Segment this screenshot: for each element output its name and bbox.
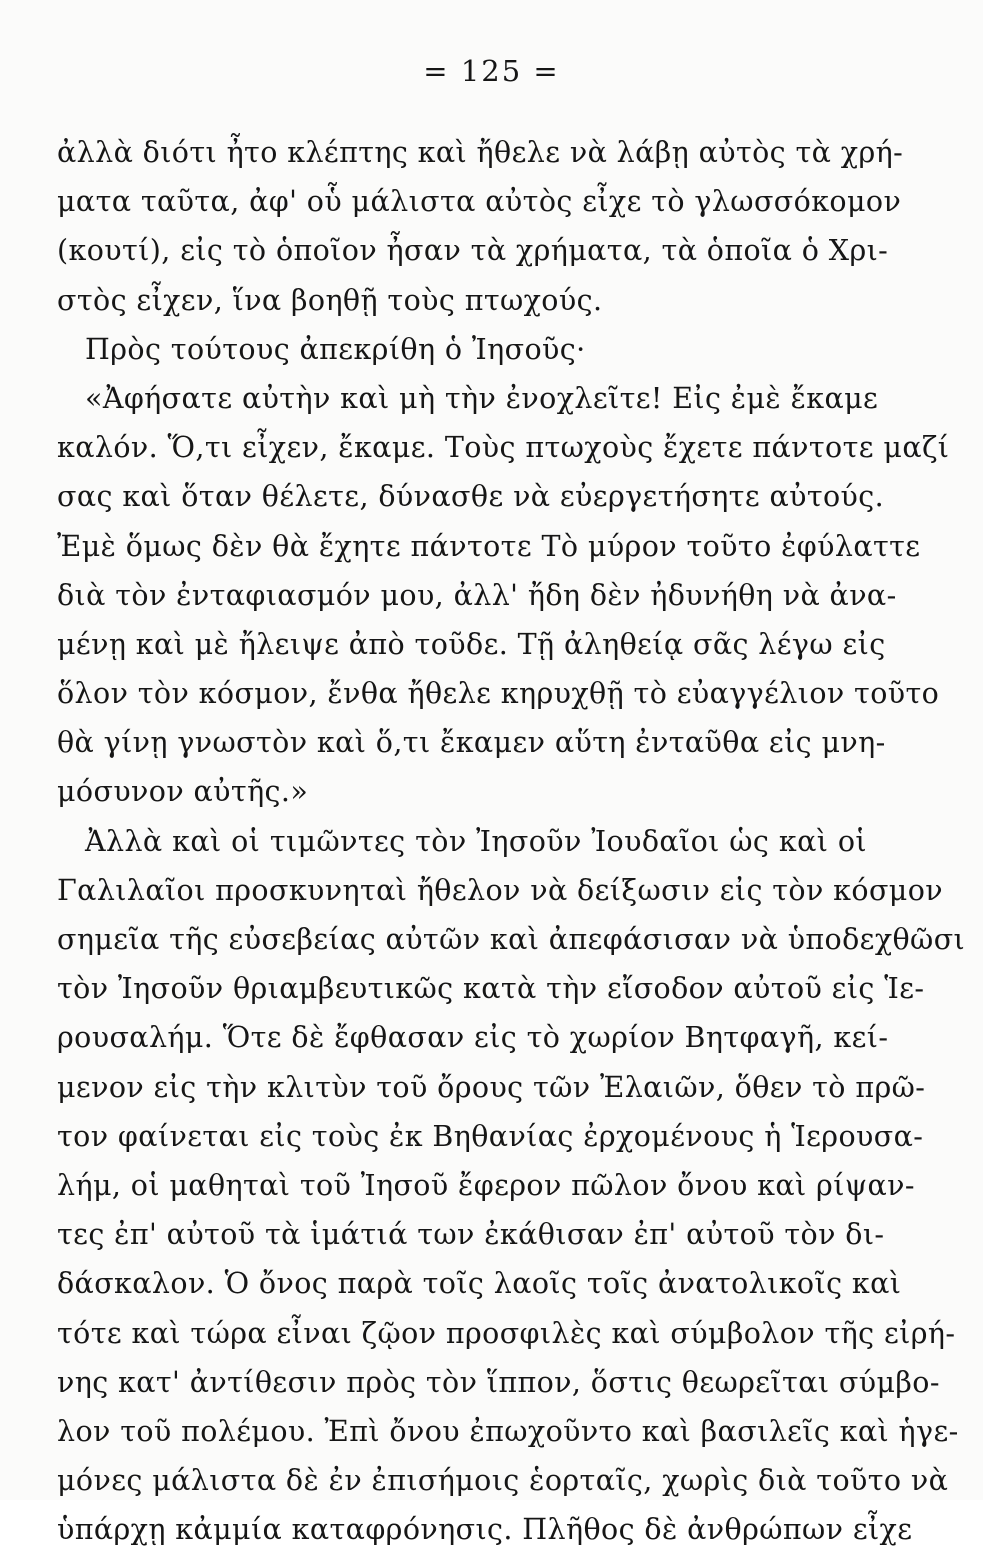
text-line: ματα ταῦτα, ἀφ' οὗ μάλιστα αὐτὸς εἶχε τὸ γλωσσόκομον (57, 185, 902, 219)
text-line: ὅλον τὸν κόσμον, ἔνθα ἤθελε κηρυχθῇ τὸ εὐαγγέλιον τοῦτο (57, 677, 940, 711)
text-line: μόνες μάλιστα δὲ ἐν ἐπισήμοις ἑορταῖς, χωρὶς διὰ τοῦτο νὰ (57, 1464, 949, 1498)
text-line: σημεῖα τῆς εὐσεβείας αὐτῶν καὶ ἀπεφάσισαν νὰ ὑποδεχθῶσι (57, 923, 966, 956)
text-line: νης κατ' ἀντίθεσιν πρὸς τὸν ἵππον, ὅστις θεωρεῖται σύμβο- (57, 1365, 940, 1399)
text-line: θὰ γίνῃ γνωστὸν καὶ ὅ,τι ἔκαμεν αὕτη ἐνταῦθα εἰς μνη- (57, 726, 886, 760)
text-line: σας καὶ ὅταν θέλετε, δύνασθε νὰ εὐεργετήσητε αὐτούς. (57, 480, 885, 514)
text-line: τον φαίνεται εἰς τοὺς ἐκ Βηθανίας ἐρχομένους ἡ Ἱερουσα- (57, 1119, 924, 1153)
text-line: μενον εἰς τὴν κλιτὺν τοῦ ὄρους τῶν Ἐλαιῶν, ὅθεν τὸ πρῶ- (57, 1070, 926, 1104)
text-line: Ἀλλὰ καὶ οἱ τιμῶντες τὸν Ἰησοῦν Ἰουδαῖοι ὡς καὶ οἱ (85, 824, 867, 858)
text-line: τες ἐπ' αὐτοῦ τὰ ἱμάτιά των ἐκάθισαν ἐπ' αὐτοῦ τὸν δι- (57, 1218, 885, 1252)
page-number: = 125 = (423, 54, 560, 88)
text-line: μένῃ καὶ μὲ ἤλειψε ἀπὸ τοῦδε. Τῇ ἀληθείᾳ σᾶς λέγω εἰς (57, 627, 886, 661)
text-line: τότε καὶ τώρα εἶναι ζῷον προσφιλὲς καὶ σύμβολον τῆς εἰρή- (57, 1316, 956, 1350)
text-line: καλόν. Ὅ,τι εἶχεν, ἔκαμε. Τοὺς πτωχοὺς ἔχετε πάντοτε μαζί (57, 431, 950, 465)
text-line: Πρὸς τούτους ἀπεκρίθη ὁ Ἰησοῦς· (85, 332, 586, 366)
body-text (57, 128, 966, 1554)
text-line: μόσυνον αὐτῆς.» (57, 775, 309, 809)
text-line: διὰ τὸν ἐνταφιασμόν μου, ἀλλ' ἤδη δὲν ἠδυνήθη νὰ ἀνα- (57, 578, 897, 612)
text-line: δάσκαλον. Ὁ ὄνος παρὰ τοῖς λαοῖς τοῖς ἀνατολικοῖς καὶ (57, 1267, 902, 1301)
text-line: ἀλλὰ διότι ἦτο κλέπτης καὶ ἤθελε νὰ λάβῃ αὐτὸς τὰ χρή- (57, 136, 904, 169)
text-line: Γαλιλαῖοι προσκυνηταὶ ἤθελον νὰ δείξωσιν εἰς τὸν κόσμον (57, 873, 944, 907)
text-line: ὑπάρχῃ κἀμμία καταφρόνησις. Πλῆθος δὲ ἀνθρώπων εἶχε (57, 1513, 913, 1547)
text-line: στὸς εἶχεν, ἵνα βοηθῇ τοὺς πτωχούς. (57, 283, 603, 317)
text-line: «Ἀφήσατε αὐτὴν καὶ μὴ τὴν ἐνοχλεῖτε! Εἰς ἐμὲ ἔκαμε (85, 381, 879, 415)
text-line: ρουσαλήμ. Ὅτε δὲ ἔφθασαν εἰς τὸ χωρίον Βητφαγῆ, κεί- (57, 1021, 889, 1055)
text-line: Ἐμὲ ὅμως δὲν θὰ ἔχητε πάντοτε Τὸ μύρον τοῦτο ἐφύλαττε (57, 529, 921, 563)
text-line: (κουτί), εἰς τὸ ὁποῖον ἦσαν τὰ χρήματα, τὰ ὁποῖα ὁ Χρι- (57, 234, 889, 268)
text-line: λήμ, οἱ μαθηταὶ τοῦ Ἰησοῦ ἔφερον πῶλον ὄνου καὶ ρίψαν- (57, 1168, 915, 1202)
text-line: λον τοῦ πολέμου. Ἐπὶ ὄνου ἐπωχοῦντο καὶ βασιλεῖς καὶ ἡγε- (57, 1414, 959, 1448)
text-line: τὸν Ἰησοῦν θριαμβευτικῶς κατὰ τὴν εἴσοδον αὐτοῦ εἰς Ἱε- (57, 972, 925, 1006)
